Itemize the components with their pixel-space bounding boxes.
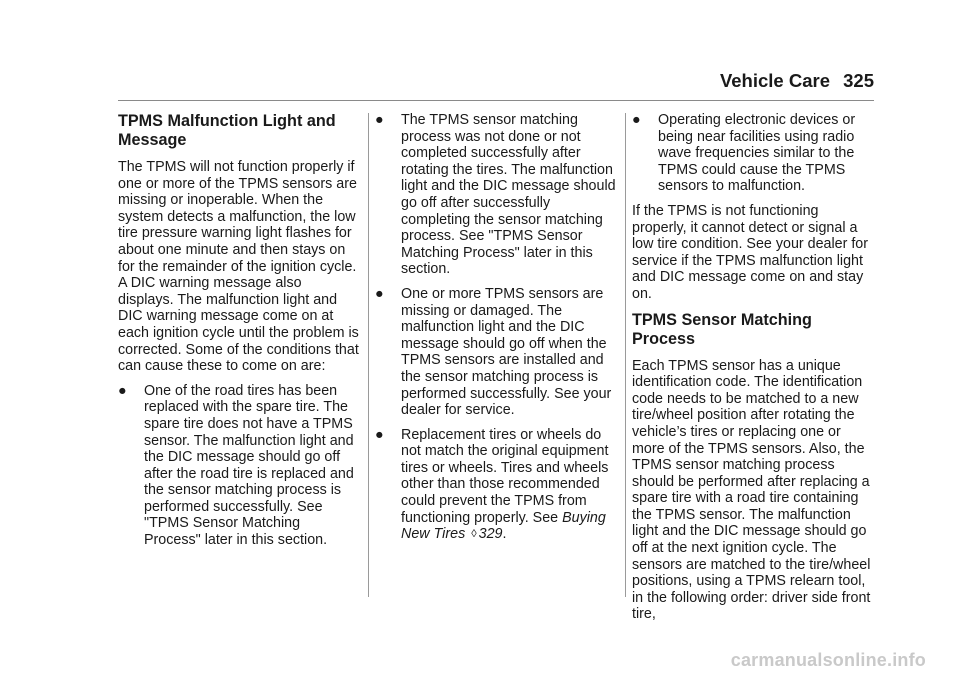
- bullet-text: One or more TPMS sensors are missing or damaged. The malfunction light and the DIC message should go off when the TPMS sensors are installed and the sensor matching process is performed successfully. See your dealer for service.: [401, 285, 612, 419]
- bullet-text: The TPMS sensor matching process was not done or not completed successfully after rotating the tires. The malfunction light and the DIC message should go off after successfully completing the sensor matching process. See "TPMS Sensor Matching Process" later in this section.: [401, 112, 616, 278]
- paragraph: Each TPMS sensor has a unique identification code. The identification code needs to be matched to a new tire/wheel position after rotating the vehicle’s tires or replacing one or more of the TPMS sensors. Also, the TPMS sensor matching process should be performed after replacing a spare tire with a road tire containing the TPMS sensor. The malfunction light and the DIC message should go off at the next ignition cycle. The sensors are matched to the tire/wheel positions, using a TPMS relearn tool, in the following order: driver side front tire,: [632, 357, 871, 623]
- column-right: [632, 112, 876, 631]
- page-reference-icon: ◊: [471, 528, 477, 541]
- bullet-text: [401, 427, 608, 543]
- cross-reference-link[interactable]: Buying New Tires: [401, 509, 606, 543]
- paragraph: If the TPMS is not functioning properly, it cannot detect or signal a low tire condition. See your dealer for service if the TPMS malfunction light and DIC message come on and stay on.: [632, 202, 869, 302]
- page-header: [0, 70, 960, 100]
- bullet-item: [375, 286, 619, 419]
- bullet-icon: ●: [375, 112, 384, 128]
- column-middle: [375, 112, 619, 551]
- section-heading: TPMS Sensor Matching Process: [632, 310, 812, 348]
- column-divider: [368, 113, 369, 597]
- sentence-end: .: [502, 526, 507, 543]
- bullet-text-body: Replacement tires or wheels do not match the original equipment tires or wheels. Tires and wheels other than those recommended could prevent the TPMS from functioning properly. See: [401, 426, 609, 526]
- section-heading: TPMS Malfunction Light and Message: [118, 112, 336, 149]
- bullet-item: [118, 383, 360, 549]
- bullet-icon: ●: [375, 426, 384, 443]
- bullet-icon: ●: [375, 285, 384, 302]
- watermark-text: carmanualsonline.info: [730, 650, 926, 670]
- column-divider: [625, 113, 626, 597]
- bullet-text: One of the road tires has been replaced with the spare tire. The spare tire does not have a TPMS sensor. The malfunction light and the DIC message should go off after the road tire is replaced and the sensor matching process is performed successfully. See "TPMS Sensor Matching Process" later in this section.: [144, 382, 354, 549]
- column-left: [118, 112, 360, 557]
- bullet-icon: ●: [118, 382, 127, 399]
- paragraph: The TPMS will not function properly if one or more of the TPMS sensors are missing or inoperable. When the system detects a malfunction, the low tire pressure warning light flashes for about one minute and then stays on for the remainder of the ignition cycle. A DIC warning message also displays. The malfunction light and DIC warning message come on at each ignition cycle until the problem is corrected. Some of the conditions that can cause these to come on are:: [118, 159, 359, 375]
- bullet-item: [375, 427, 619, 543]
- header-rule: [118, 100, 874, 101]
- page-number: 325: [843, 70, 874, 91]
- bullet-item: [632, 112, 876, 195]
- bullet-item: [375, 112, 619, 278]
- bullet-icon: ●: [632, 112, 641, 128]
- section-title: Vehicle Care: [719, 70, 830, 91]
- cross-reference-page[interactable]: 329: [478, 526, 503, 543]
- bullet-text: Operating electronic devices or being near facilities using radio wave frequencies similar to the TPMS could cause the TPMS sensors to malfunction.: [658, 112, 856, 195]
